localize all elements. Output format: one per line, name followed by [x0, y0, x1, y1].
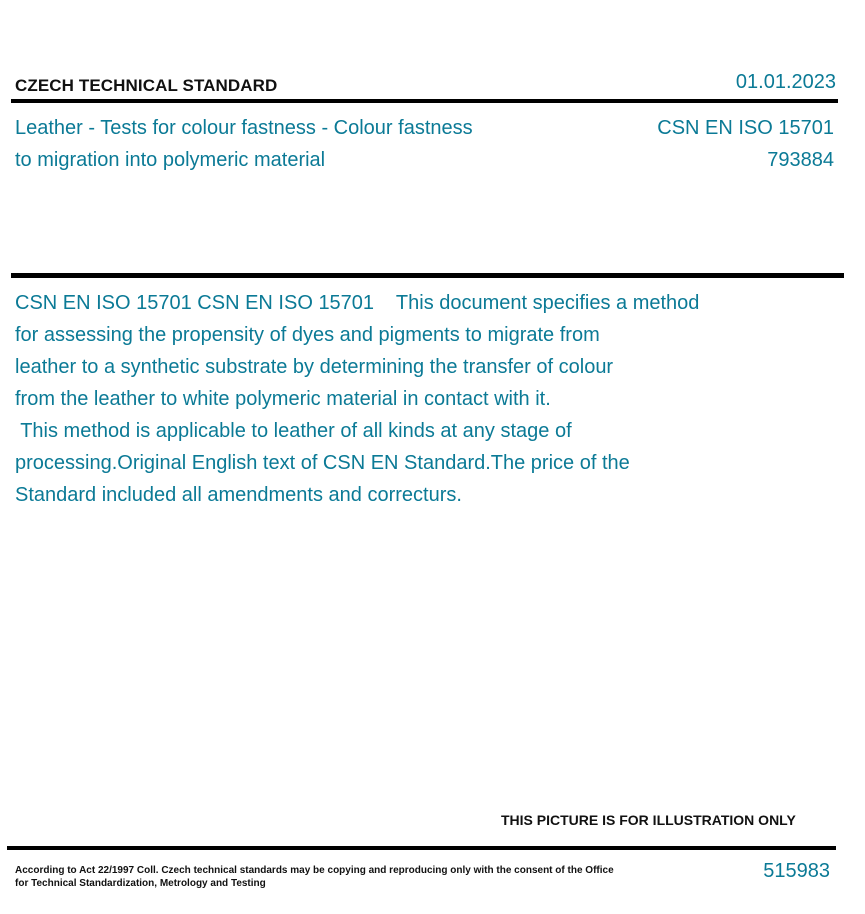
- middle-divider: [11, 273, 844, 278]
- standard-code: CSN EN ISO 15701: [657, 117, 834, 139]
- bottom-divider: [7, 846, 836, 850]
- top-divider: [11, 99, 838, 103]
- illustration-disclaimer: THIS PICTURE IS FOR ILLUSTRATION ONLY: [501, 812, 796, 828]
- legal-notice-line-2: for Technical Standardization, Metrology and Testing: [15, 878, 266, 889]
- description-block: [15, 287, 775, 511]
- description-line: This method is applicable to leather of all kinds at any stage of: [15, 420, 572, 442]
- catalog-number: 793884: [767, 149, 834, 171]
- description-line: leather to a synthetic substrate by determining the transfer of colour: [15, 356, 614, 378]
- document-type-label: CZECH TECHNICAL STANDARD: [15, 76, 278, 95]
- document-id: 515983: [763, 860, 830, 882]
- standard-title-line-2: to migration into polymeric material: [15, 149, 326, 171]
- description-line: processing.Original English text of CSN EN Standard.The price of the: [15, 452, 630, 474]
- description-line: Standard included all amendments and correcturs.: [15, 484, 462, 506]
- legal-notice-line-1: According to Act 22/1997 Coll. Czech technical standards may be copying and reproducing only with the consent of the Office: [15, 865, 614, 876]
- standard-title-line-1: Leather - Tests for colour fastness - Colour fastness: [15, 117, 473, 139]
- description-line: for assessing the propensity of dyes and pigments to migrate from: [15, 324, 600, 346]
- description-line: CSN EN ISO 15701 CSN EN ISO 15701 This document specifies a method: [15, 292, 700, 314]
- description-line: from the leather to white polymeric material in contact with it.: [15, 388, 551, 410]
- publication-date: 01.01.2023: [735, 71, 836, 93]
- legal-notice: [15, 864, 614, 890]
